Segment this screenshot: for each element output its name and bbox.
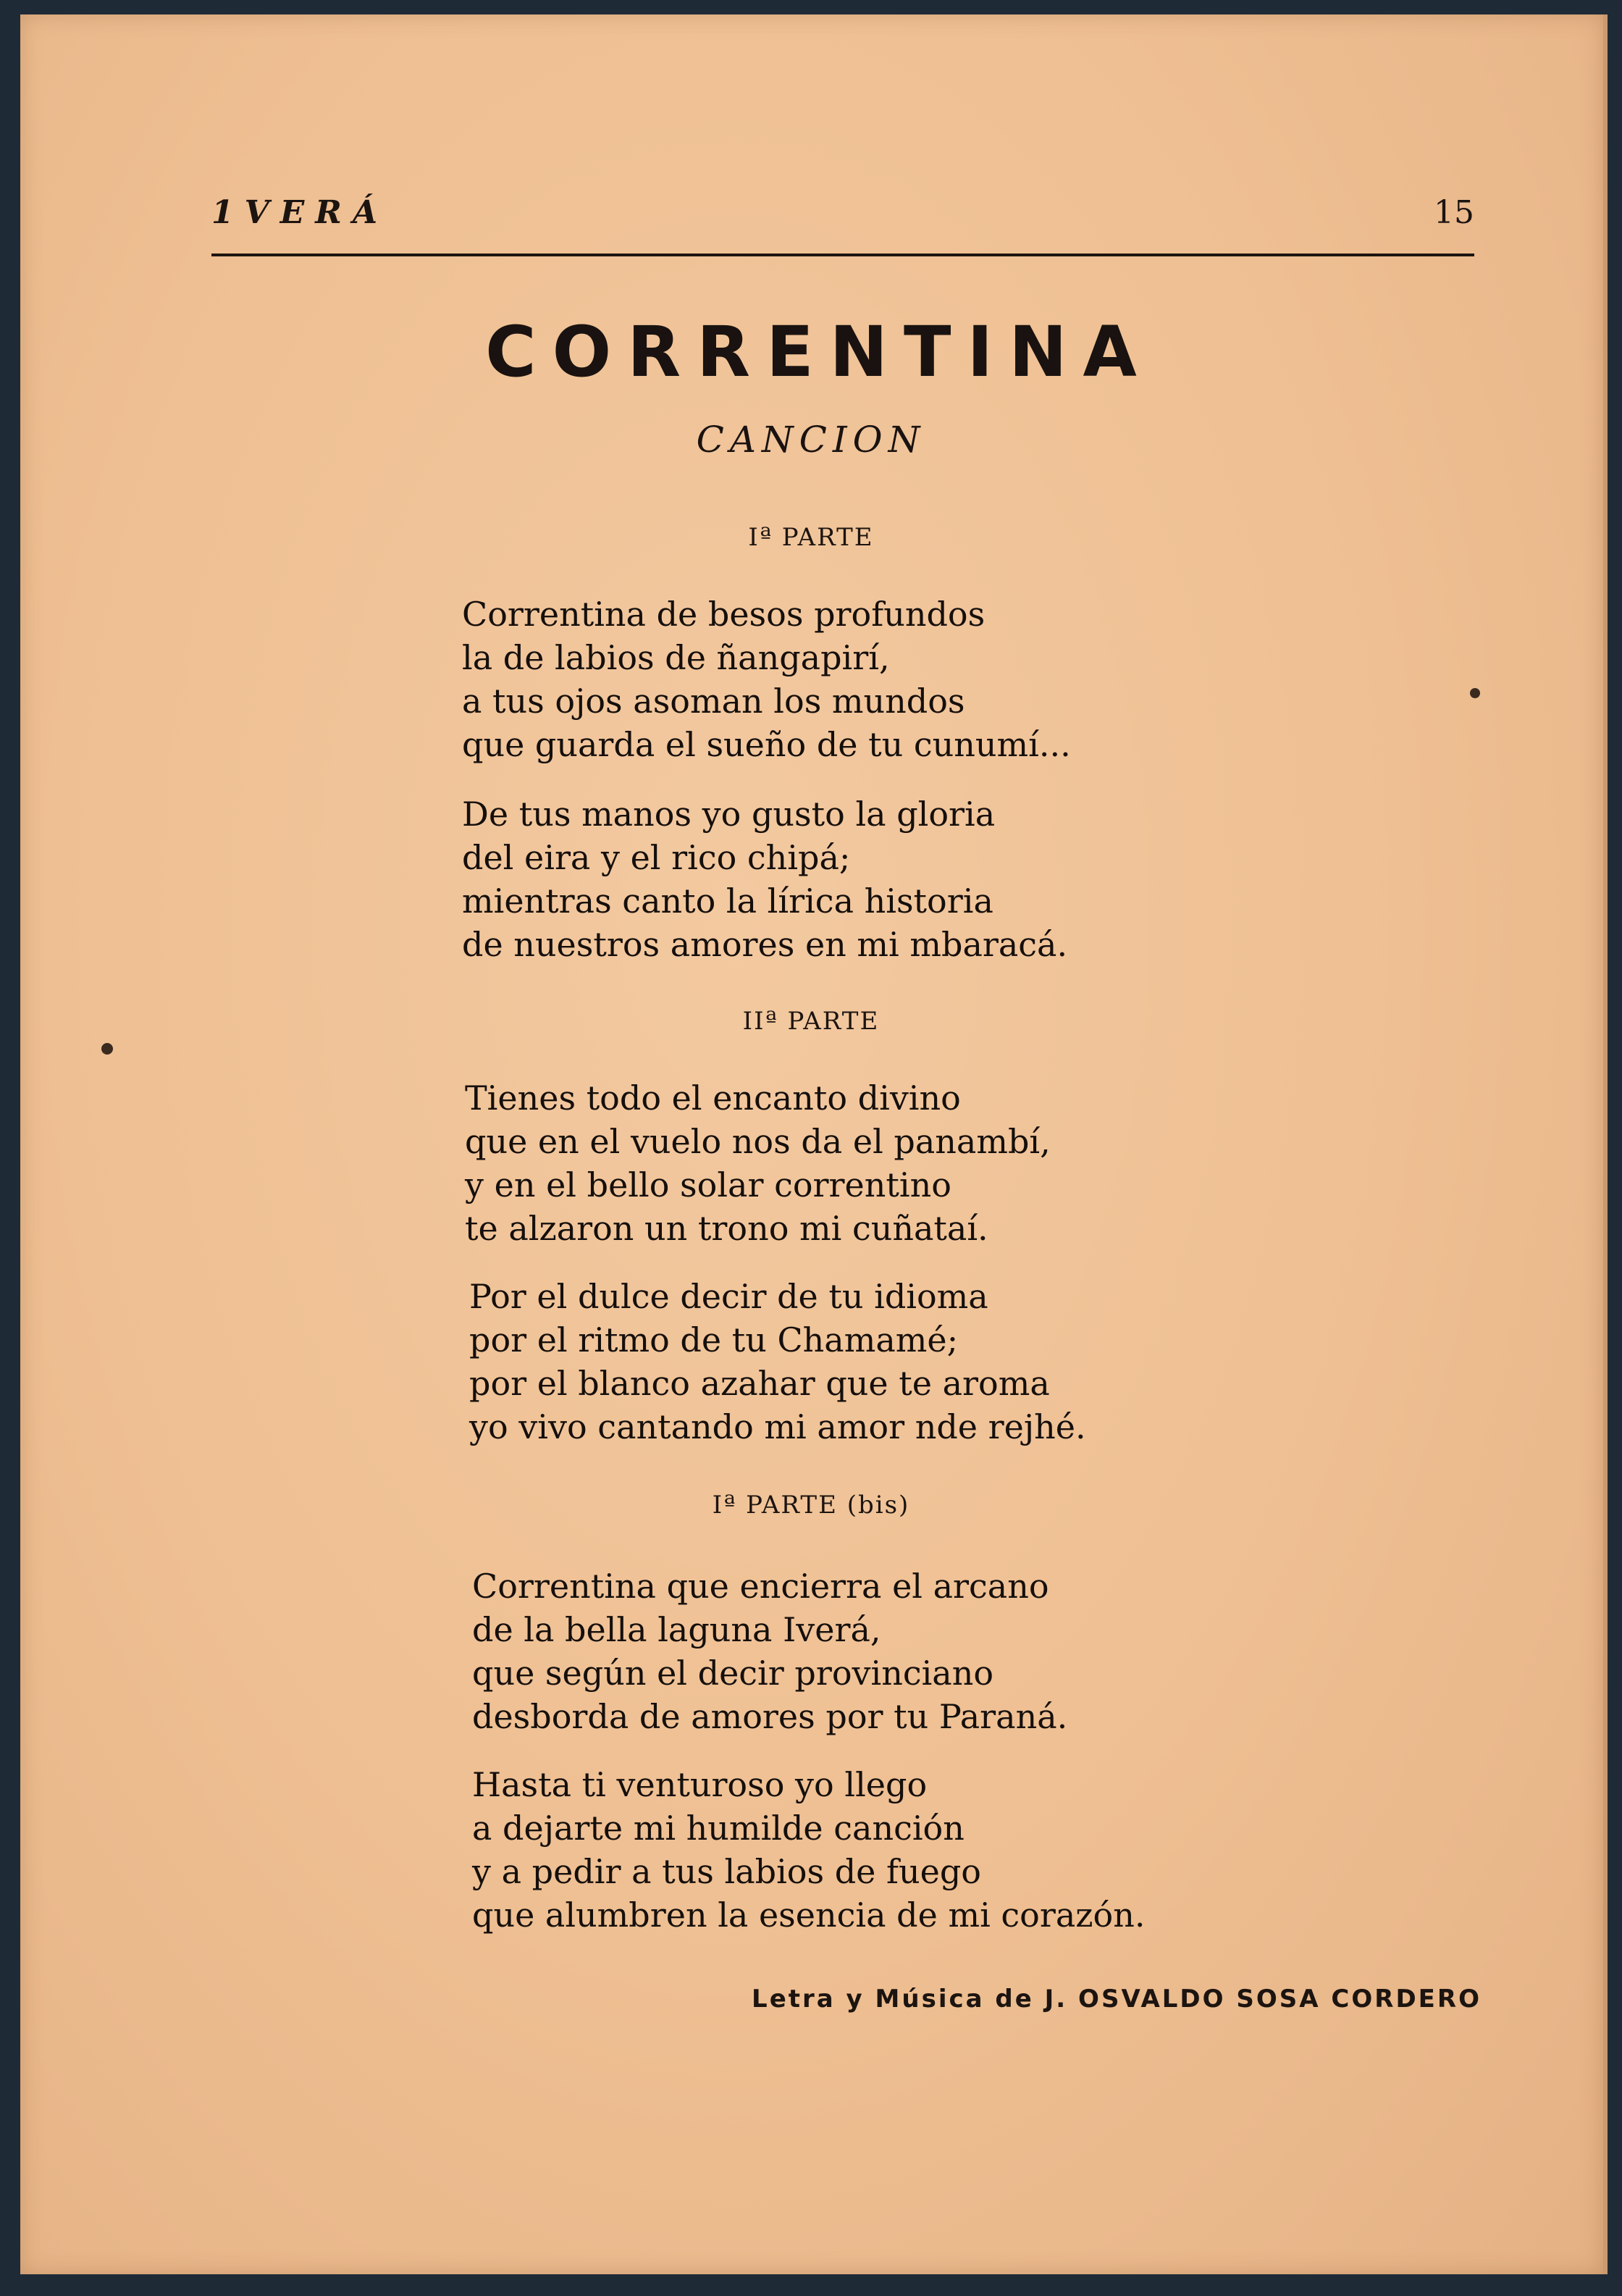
verse-line: de nuestros amores en mi mbaracá.	[462, 925, 1068, 964]
part-heading: Iª PARTE	[748, 523, 874, 552]
stanza	[465, 1076, 1051, 1250]
page-number: 15	[1434, 194, 1474, 231]
song-credit: Letra y Música de J. OSVALDO SOSA CORDERO	[752, 1985, 1482, 2014]
verse-line: y a pedir a tus labios de fuego	[472, 1852, 982, 1891]
verse-line: por el ritmo de tu Chamamé;	[469, 1320, 959, 1359]
verse-line: la de labios de ñangapirí,	[462, 638, 890, 677]
song-title: CORRENTINA	[485, 311, 1153, 393]
song-subtitle: CANCION	[696, 419, 926, 461]
verse-line: Por el dulce decir de tu idioma	[469, 1277, 988, 1316]
stanza	[472, 1564, 1067, 1738]
stanza	[462, 792, 1067, 966]
verse-line: que en el vuelo nos da el panambí,	[465, 1122, 1051, 1161]
verse-line: yo vivo cantando mi amor nde rejhé.	[469, 1407, 1086, 1446]
stanza	[472, 1763, 1145, 1937]
part-heading: IIª PARTE	[742, 1007, 880, 1036]
paper-speck	[101, 1043, 113, 1055]
journal-name: 1VERÁ	[211, 194, 388, 231]
verse-line: de la bella laguna Iverá,	[472, 1610, 881, 1649]
stanza	[462, 592, 1071, 766]
page-header	[211, 194, 1474, 232]
verse-line: Tienes todo el encanto divino	[465, 1078, 961, 1118]
verse-line: a tus ojos asoman los mundos	[462, 682, 965, 721]
verse-line: que alumbren la esencia de mi corazón.	[472, 1895, 1146, 1935]
header-rule	[211, 254, 1474, 256]
verse-line: del eira y el rico chipá;	[462, 838, 851, 877]
part-heading: Iª PARTE (bis)	[712, 1491, 910, 1520]
verse-line: a dejarte mi humilde canción	[472, 1809, 965, 1848]
verse-line: que guarda el sueño de tu cunumí...	[462, 725, 1071, 764]
verse-line: De tus manos yo gusto la gloria	[462, 795, 996, 834]
stanza	[469, 1275, 1086, 1449]
verse-line: te alzaron un trono mi cuñataí.	[465, 1209, 988, 1248]
verse-line: desborda de amores por tu Paraná.	[472, 1697, 1068, 1736]
verse-line: Correntina que encierra el arcano	[472, 1567, 1049, 1606]
verse-line: que según el decir provinciano	[472, 1654, 994, 1693]
verse-line: y en el bello solar correntino	[465, 1165, 951, 1204]
paper-speck	[1470, 688, 1480, 698]
verse-line: Hasta ti venturoso yo llego	[472, 1765, 928, 1804]
verse-line: por el blanco azahar que te aroma	[469, 1364, 1050, 1403]
verse-line: mientras canto la lírica historia	[462, 881, 993, 921]
verse-line: Correntina de besos profundos	[462, 595, 986, 634]
